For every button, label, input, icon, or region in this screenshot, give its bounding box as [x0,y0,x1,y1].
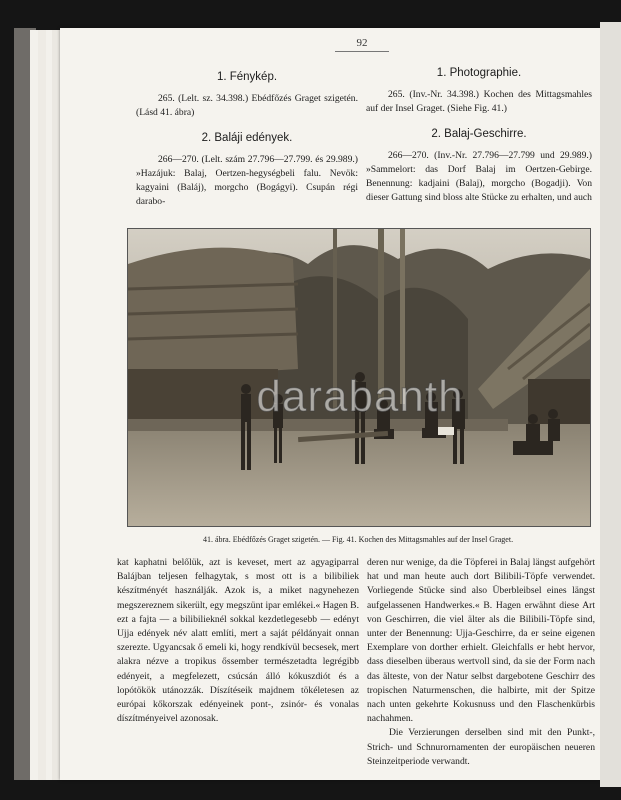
right-section2-title: 2. Balaj-Geschirre. [431,127,527,140]
right-section2-text: 266—270. (Inv.-Nr. 27.796—27.799 und 29.989.) »Sammelort: das Dorf Balaj im Oertzen-Gebirge. Benennung: kadjaini (Balaj), morgcho (Bogadji). Von dieser Gattung sind bloss alte Stücke zu erhalten, und auch [366,149,592,204]
right-column-top [366,66,592,206]
page-number: 92 [356,37,368,49]
left-section1-title: 1. Fénykép. [216,71,278,83]
left-section1-text: 265. (Lelt. sz. 34.398.) Ebédfőzés Graget szigetén. (Lásd 41. ábra) [136,93,358,119]
page-number-rule [335,51,389,52]
right-bottom-text-2: Die Verzierungen derselben sind mit den Punkt-, Strich- und Schnurornamenten der europäischen neueren Steinzeitperiode verwandt. [367,727,595,767]
right-bottom-text: deren nur wenige, da die Töpferei in Balaj längst aufgehört hat und man heute auch dort Bilibili-Töpfe verwendet. Vorliegende Stücke sind also Überbleibsel eines längst aufgelassenen Handwerkes.« B. Hagen erwähnt diese Art von Geschirren, die viel älter als die Bilibili-Töpfe sind, unter der Benennung: Ujja-Geschirre, da er seine eigenen Exemplare von dorther erhielt. Gleichfalls er hebt hervor, dass dieselben überaus wertvoll sind, da sie der Form nach das älteste, von der Natur selbst dargebotene Geschirr des tropischen Naturmenschen, die halbirte, mit der Spitze nach unten gekehrte Kokusnuss und den Flaschenkürbis nachahmen. [367,557,595,725]
left-bottom-text: kat kaphatni belőlük, azt is keveset, mert az agyagiparral Balájban teljesen felhagytak, s most ott is a bilibiliek készítményét használják. Azok is, a miket nagynehezen megszereznem sikerült, egy megszünt ipar emlékei.« Hagen B. ezt a fajta — a bilibilieknél sokkal kezdetlegesebb — edényt Ujja edények név alatt említi, mert a saját példányait onnan szerezte. Ugyancsak ő emeli ki, hogy rendkívül becsesek, mert alakra nézve a tropikus őssember természetadta legrégibb edényeit, a megfelezett, csúcsán álló kókuszdiót és a lopótökök utánozzák. Díszítéseik majdnem tökéletesen az európai kőkorszak edényeinek pont-, zsinór- és vonalas díszítményeivel azonosak. [117,557,359,725]
watermark: darabanth [256,372,464,421]
right-section1-title: 1. Photographie. [436,67,522,79]
right-column-bottom [367,556,595,769]
left-column-top [136,70,358,210]
left-section2-text: 266—270. (Lelt. szám 27.796—27.799. és 29.989.) »Hazájuk: Balaj, Oertzen-hegységbeli falu. Nevök: kagyaini (Baláj), morgcho (Bogágyi). Csupán régi darabo- [136,153,358,208]
left-section2-title: 2. Baláji edények. [201,131,293,144]
figure-caption: 41. ábra. Ebédfőzés Graget szigetén. — Fig. 41. Kochen des Mittagsmahles auf der Insel Graget. [202,535,514,544]
right-section1-text: 265. (Inv.-Nr. 34.398.) Kochen des Mittagsmahles auf der Insel Graget. (Siehe Fig. 41.) [366,89,592,115]
facing-page-edge [600,22,621,787]
left-column-bottom [117,556,359,726]
